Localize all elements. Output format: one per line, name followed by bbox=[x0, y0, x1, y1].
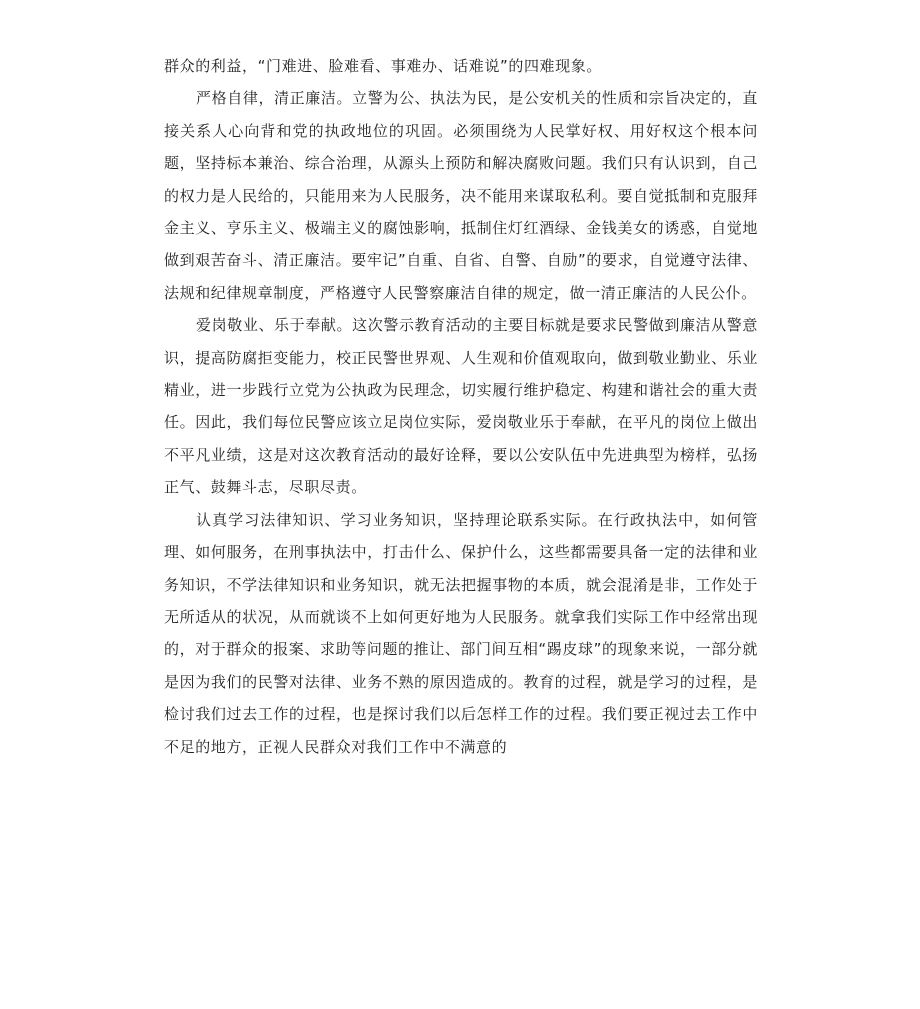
paragraph-self-discipline: 严格自律，清正廉洁。立警为公、执法为民，是公安机关的性质和宗旨决定的，直接关系人心向背和党的执政地位的巩固。必须围绕为人民掌好权、用好权这个根本问题，坚持标本兼治、综合治理，从源头上预防和解决腐败问题。我们只有认识到，自己的权力是人民给的，只能用来为人民服务，决不能用来谋取私利。要自觉抵制和克服拜金主义、亨乐主义、极端主义的腐蚀影响，抵制住灯红酒绿、金钱美女的诱惑，自觉地做到艰苦奋斗、清正廉洁。要牢记”自重、自省、自警、自励”的要求，自觉遵守法律、法规和纪律规章制度，严格遵守人民警察廉洁自律的规定，做一清正廉洁的人民公仆。 bbox=[164, 89, 758, 302]
paragraph-intro-fragment: 群众的利益，“门难进、脸难看、事难办、话难说”的四难现象。 bbox=[164, 57, 602, 75]
paragraph-dedication: 爱岗敬业、乐于奉献。这次警示教育活动的主要目标就是要求民警做到廉洁从警意识，提高防腐拒变能力，校正民警世界观、人生观和价值观取向，做到敬业勤业、乐业精业，进一步践行立党为公执政为民理念，切实履行维护稳定、构建和谐社会的重大责任。因此，我们每位民警应该立足岗位实际，爱岗敬业乐于奉献，在平凡的岗位上做出不平凡业绩，这是对这次教育活动的最好诠释，要以公安队伍中先进典型为榜样，弘扬正气、鼓舞斗志，尽职尽责。 bbox=[164, 316, 758, 497]
document-page bbox=[164, 50, 758, 763]
paragraph-study-law: 认真学习法律知识、学习业务知识，坚持理论联系实际。在行政执法中，如何管理、如何服务，在刑事执法中，打击什么、保护什么，这些都需要具备一定的法律和业务知识，不学法律知识和业务知识，就无法把握事物的本质，就会混淆是非，工作处于无所适从的状况，从而就谈不上如何更好地为人民服务。就拿我们实际工作中经常出现的，对于群众的报案、求助等问题的推让、部门间互相“踢皮球”的现象来说，一部分就是因为我们的民警对法律、业务不熟的原因造成的。教育的过程，就是学习的过程，是检讨我们过去工作的过程，也是探讨我们以后怎样工作的过程。我们要正视过去工作中不足的地方，正视人民群众对我们工作中不满意的 bbox=[164, 510, 758, 756]
